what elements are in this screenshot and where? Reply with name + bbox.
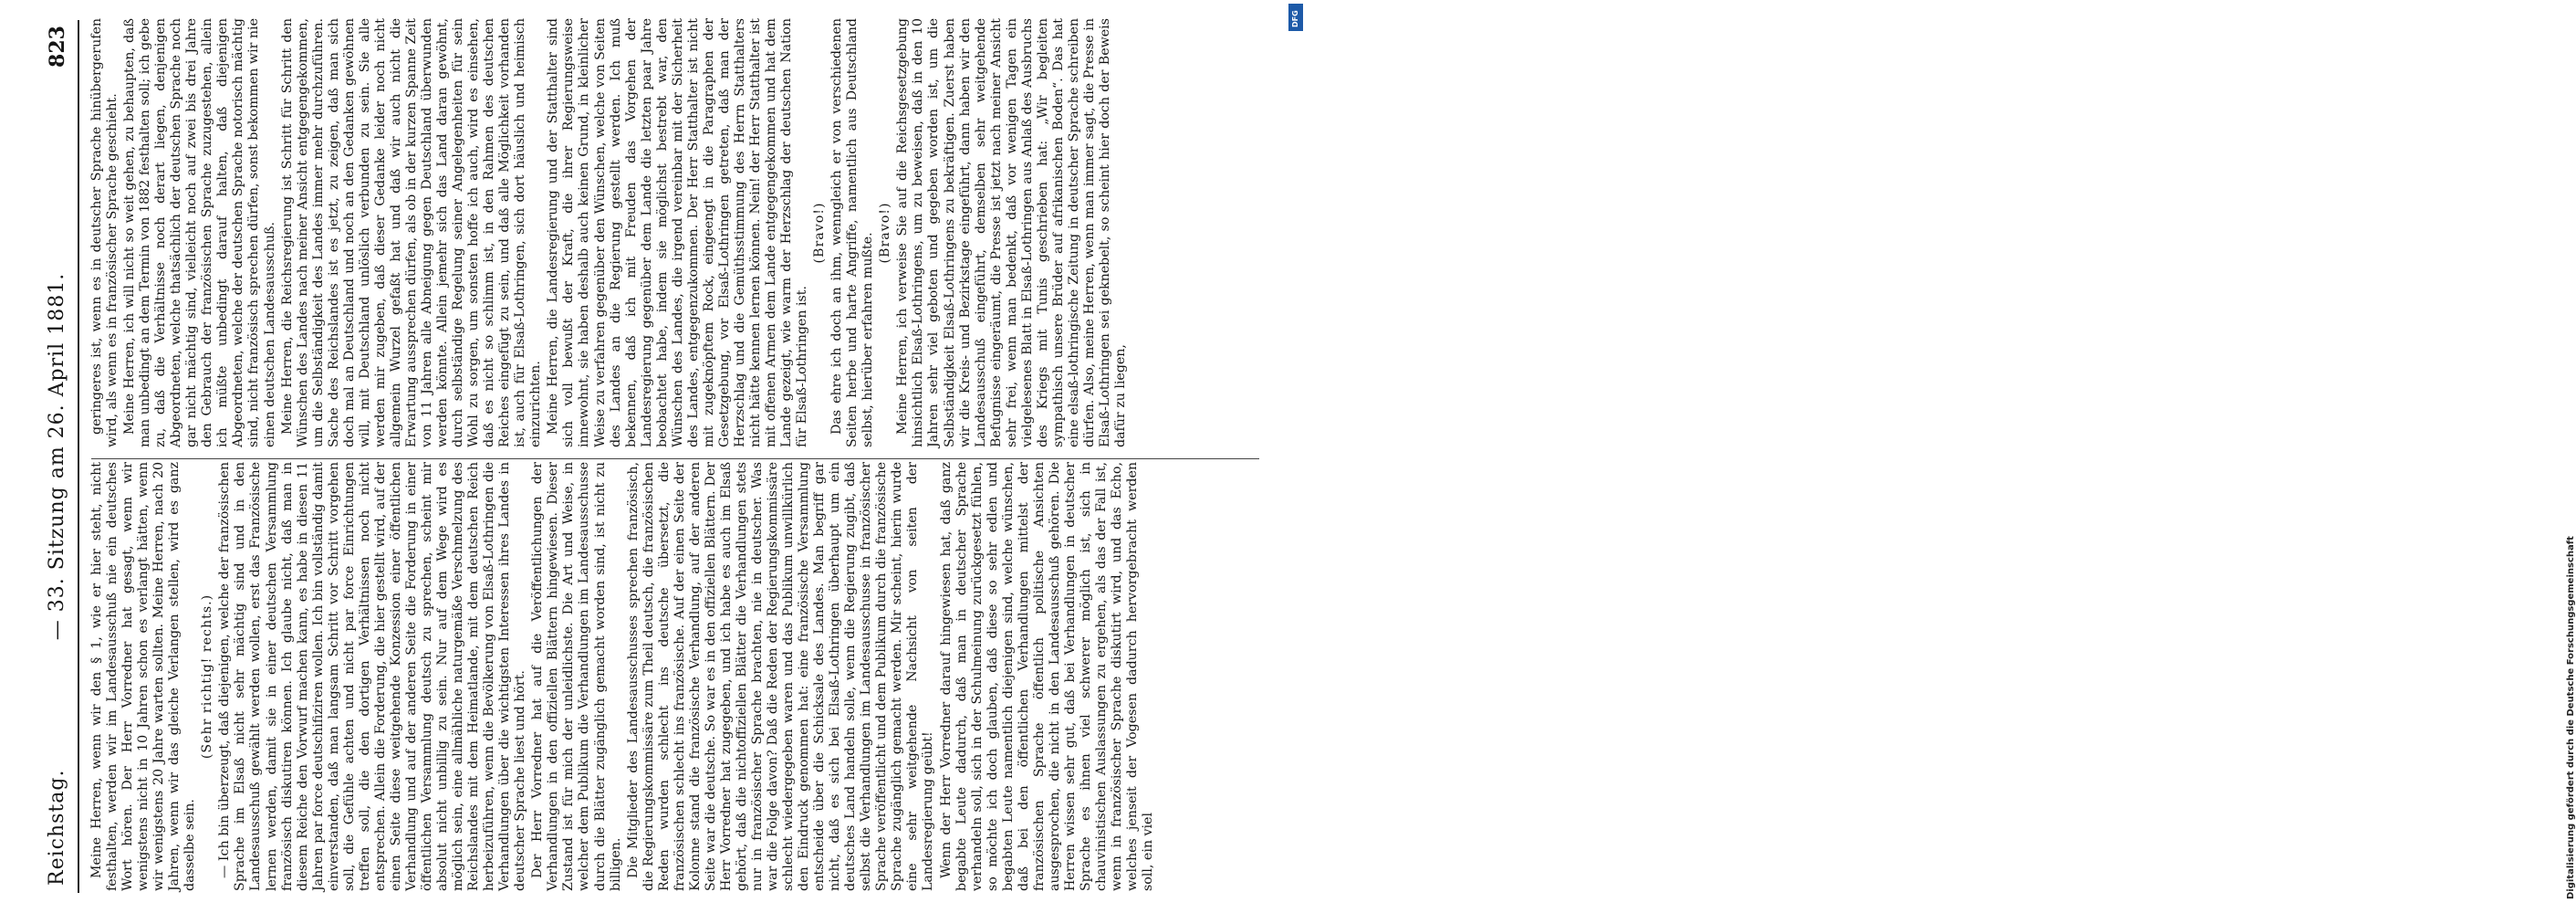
paragraph: Meine Herren, die Landesregierung und der Statthalter sind sich voll bewußt der Kraft, die ihrer Regierungsweise innewohnt, sie haben deshalb auch keinen Grund, in kleinlicher Weise zu verfahren gegenüber den Wünschen, welche von Seiten des Landes an die Regierung gestellt werden. Ich muß bekennen, daß ich mit Freuden das Vorgehen der Landesregierung gegenüber dem Lande die letzten paar Jahre beobachtet habe, indem sie möglichst bestrebt war, den Wünschen des Landes, die irgend vereinbar mit der Sicherheit des Landes, entgegenzukommen. Der Herr Statthalter ist nicht mit zugeknöpftem Rock, eingeengt in die Paragraphen der Gesetzgebung, vor Elsaß-Lothringen getreten, daß man der Herzschlag und die Gemüthsstimmung des Herrn Statthalters nicht hätte kennen lernen können. Nein! der Herr Statthalter ist mit offenen Armen dem Lande entgegengekommen und hat dem Lande gezeigt, wie warm der Herzschlag der deutschen Nation für Elsaß-Lothringen ist.	[546, 17, 810, 447]
dfg-logo-icon	[1288, 4, 1303, 31]
running-head-left: Reichstag.	[46, 769, 68, 886]
column-divider	[91, 458, 1259, 459]
credit-text: Digitalisierung gefördert durch die Deutsche Forschungsgemeinschaft	[2566, 536, 2576, 899]
paragraph: Die Mitglieder des Landesausschusses sprechen französisch, die Regierungskommissäre zum Theil deutsch, die französischen Reden wurden schlecht ins deutsche übersetzt, die französischen schlecht ins französische. Auf der einen Seite der Kolonne stand die französische Verhandlung, auf der anderen Seite war die deutsche. So war es in den offiziellen Blättern. Der Herr Vorredner hat zugegeben, und ich habe es auch im Elsaß gehört, daß die nichtoffiziellen Blätter die Verhandlungen stets nur in französischer Sprache brachten, nie in deutscher. Was war die Folge davon? Daß die Reden der Regierungskommissäre schlecht wiedergegeben waren und das Publikum unwillkürlich den Eindruck genommen hat: eine französische Versammlung entscheide über die Schicksale des Landes. Man begriff gar nicht, daß es sich bei Elsaß-Lothringen überhaupt um ein deutsches Land handeln solle, wenn die Regierung zugibt, daß selbst die Verhandlungen im Landesausschusse in französischer Sprache veröffentlicht und dem Publikum durch die französische Sprache zugänglich gemacht werden. Mir scheint, hierin wurde eine sehr weitgehende Nachsicht von seiten der Landesregierung geübt!	[625, 462, 936, 891]
paragraph: Der Herr Vorredner hat auf die Veröffentlichungen der Verhandlungen in den offiziellen Blättern hingewiesen. Dieser Zustand ist für mich der unleidlichste. Die Art und Weise, in welcher dem Publikum die Verhandlungen im Landesausschusse durch die Blätter zugänglich gemacht worden sind, ist nicht zu billigen.	[530, 462, 623, 891]
interjection: (Sehr richtig! rechts.)	[200, 593, 215, 760]
paragraph: Meine Herren, ich will nicht so weit gehen, zu behaupten, daß man unbedingt an dem Termin von 1882 festhalten soll; ich gebe zu, daß die Verhältnisse noch derart liegen, denjenigen Abgeordneten, welche thatsächlich der deutschen Sprache noch gar nicht mächtig sind, vielleicht noch auf zwei bis drei Jahre den Gebrauch der französischen Sprache zuzugestehen, allein ich müßte unbedingt darauf halten, daß diejenigen Abgeordneten, welche der deutschen Sprache notorisch mächtig sind, nicht französisch sprechen dürfen, sonst bekommen wir nie einen deutschen Landesausschuß.	[122, 18, 277, 447]
paragraph: — Ich bin überzeugt, daß diejenigen, welche der französischen Sprache im Elsaß nicht sehr mächtig sind und in den Landesausschuß gewählt werden wollen, erst das Französische lernen werden, damit sie in einer deutschen Versammlung französisch diskutiren können. Ich glaube nicht, daß man in diesem Reiche den Vorwurf machen kann, es habe in diesen 11 Jahren par force deutschifiziren wollen. Ich bin vollständig damit einverstanden, daß man langsam Schritt vor Schritt vorgehen soll, die Gefühle achten und nicht par force Einrichtungen treffen soll, die den dortigen Verhältnissen noch nicht entsprechen. Allein die Forderung, die hier gestellt wird, auf der einen Seite diese weitgehende Konzession einer öffentlichen Verhandlung und auf der anderen Seite die Forderung in einer öffentlichen Versammlung deutsch zu sprechen, scheint mir absolut nicht unbillig zu sein. Nur auf dem Wege wird es möglich sein, eine allmähliche naturgemäße Verschmelzung des Reichslandes mit dem Heimatlande, mit dem deutschen Reich herbeizuführen, wenn die Bevölkerung von Elsaß-Lothringen die Verhandlungen über die wichtigsten Interessen ihres Landes in deutscher Sprache liest und hört.	[217, 462, 528, 891]
paragraph: Das ehre ich doch an ihm, wenngleich er von verschiedenen Seiten herbe und harte Angriffe, namentlich aus Deutschland selbst, hierüber erfahren mußte.	[829, 18, 876, 447]
text-column-right	[89, 18, 1267, 447]
newspaper-page	[37, 0, 1278, 913]
paragraph: Meine Herren, ich verweise Sie auf die Reichsgesetzgebung hinsichtlich Elsaß-Lothringens, um zu beweisen, daß in den 10 Jahren sehr viel geboten und gegeben worden ist, um die Selbständigkeit Elsaß-Lothringens zu bekräftigen. Zuerst haben wir die Kreis- und Bezirkstage eingeführt, dann haben wir den Landesausschuß eingeführt, demselben sehr weitgehende Befugnisse eingeräumt, die Presse ist jetzt nach meiner Ansicht sehr frei, wenn man bedenkt, daß vor wenigen Tagen ein vielgelesenes Blatt in Elsaß-Lothringen aus Anlaß des Ausbruchs des Kriegs mit Tunis geschrieben hat: „Wir begleiten sympathisch unsere Brüder auf afrikanischen Boden“. Das hat eine elsaß-lothringische Zeitung in deutscher Sprache schreiben dürfen. Also, meine Herren, wenn man immer sagt, die Presse in Elsaß-Lothringen sei geknebelt, so scheint hier doch der Beweis dafür zu liegen,	[895, 18, 1129, 447]
text-column-left	[89, 462, 1267, 891]
logo-label: DFG	[1291, 10, 1299, 27]
paragraph: Meine Herren, die Reichsregierung ist Schritt für Schritt den Wünschen des Landes nach meiner Ansicht entgegengekommen, um die Selbständigkeit des Landes immer mehr durchzuführen. Sache des Reichslandes ist es jetzt, zu zeigen, daß man sich doch mal an Deutschland und noch an den Gedanken gewöhnen will, mit Deutschland unlöslich verbunden zu sein. Sie alle werden mir zugeben, daß dieser Gedanke leider noch nicht allgemein Wurzel gefaßt hat und daß wir auch nicht die Erwartung aussprechen dürfen, als ob in der kurzen Spanne Zeit von 11 Jahren alle Abneigung gegen Deutschland überwunden werden könnte. Allein jemehr sich das Land daran gewöhnt, durch selbständige Regelung seiner Angelegenheiten für sein Wohl zu sorgen, um sonsten hoffe ich auch, wird es einsehen, daß es nicht so schlimm ist, in den Rahmen des deutschen Reiches eingefügt zu sein, und daß alle Möglichkeit vorhanden ist, auch für Elsaß-Lothringen, sich dort häuslich und heimisch einzurichten.	[279, 18, 544, 447]
running-head-title: — 33. Sitzung am 26. April 1881.	[46, 272, 68, 641]
paragraph: geringeres ist, wenn es in deutscher Sprache hinübergerufen wird, als wenn es in französischer Sprache geschieht.	[89, 18, 120, 447]
paragraph: Meine Herren, wenn wir den § 1, wie er hier steht, nicht festhalten, werden wir im Landesausschuß nie ein deutsches Wort hören. Der Herr Vorredner hat gesagt, wenn wir wenigstens nicht in 10 Jahren schon es verlangt hätten, wenn wir wenigstens 20 Jahre warten sollten. Meine Herren, nach 20 Jahren, wenn wir das gleiche Verlangen stellen, wird es ganz dasselbe sein.	[89, 462, 198, 891]
header-rule	[78, 20, 79, 893]
interjection: (Bravo!)	[812, 202, 828, 264]
page-number: 823	[46, 26, 69, 68]
digitization-credit	[1282, 0, 2576, 913]
interjection: (Bravo!)	[878, 202, 893, 264]
paragraph: Wenn der Herr Vorredner darauf hingewiesen hat, daß ganz begabte Leute dadurch, daß man in deutscher Sprache verhandeln soll, sich in der Schulmeinung zurückgesetzt fühlen, so möchte ich doch glauben, daß diese so sehr edlen und begabten Leute namentlich diejenigen sind, welche wünschen, daß bei den öffentlichen Verhandlungen mittelst der französischen Sprache öffentlich politische Ansichten ausgesprochen, die nicht in den Landesausschuß gehören. Die Herren wissen sehr gut, daß bei Verhandlungen in deutscher Sprache es ihnen viel schwerer möglich ist, sich in chauvinistischen Auslassungen zu ergehen, als das der Fall ist, wenn in französischer Sprache diskutirt wird, und das Echo, welches jenseit der Vogesen dadurch hervorgebracht werden soll, ein viel	[938, 462, 1156, 891]
